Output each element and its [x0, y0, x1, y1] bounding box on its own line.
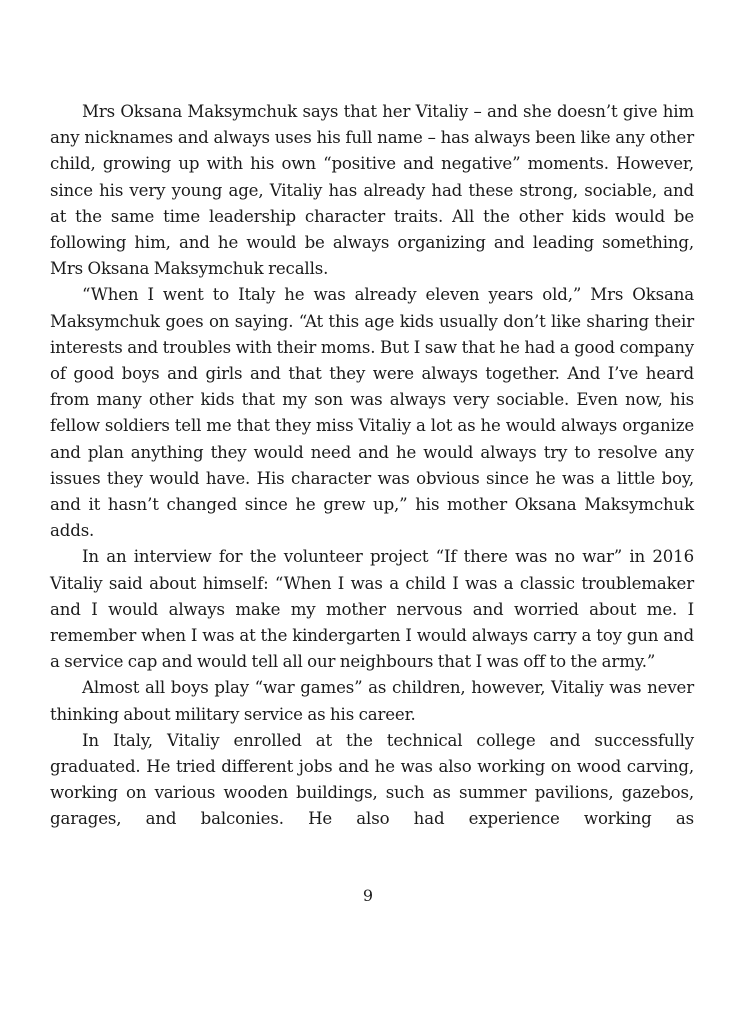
body-text [50, 99, 694, 833]
paragraph: In an interview for the volunteer project “If there was no war” in 2016 Vitaliy said about himself: “When I was a child I was a classic troublemaker and I would always make my mother nervous and worried about me. I remember when I was at the kindergarten I would always carry a toy gun and a service cap and would tell all our neighbours that I was off to the army.” [50, 547, 694, 672]
paragraph: In Italy, Vitaliy enrolled at the technical college and successfully graduated. He tried different jobs and he was also working on wood carving, working on various wooden buildings, such as summer pavilions, gazebos, garages, and balconies. He also had experience working as [50, 730, 694, 829]
paragraph: Almost all boys play “war games” as children, however, Vitaliy was never thinking about military service as his career. [50, 678, 694, 724]
paragraph: Mrs Oksana Maksymchuk says that her Vitaliy – and she doesn’t give him any nicknames and always uses his full name – has always been like any other child, growing up with his own “positive and negative” moments. However, since his very young age, Vitaliy has already had these strong, sociable, and at the same time leadership character traits. All the other kids would be following him, and he would be always organizing and leading something, Mrs Oksana Maksymchuk recalls. [50, 102, 694, 279]
page-number: 9 [362, 886, 374, 905]
paragraph: “When I went to Italy he was already eleven years old,” Mrs Oksana Maksymchuk goes on saying. “At this age kids usually don’t like sharing their interests and troubles with their moms. But I saw that he had a good company of good boys and girls and that they were always together. And I’ve heard from many other kids that my son was always very sociable. Even now, his fellow soldiers tell me that they miss Vitaliy a lot as he would always organize and plan anything they would need and he would always try to resolve any issues they would have. His character was obvious since he was a little boy, and it hasn’t changed since he grew up,” his mother Oksana Maksymchuk adds. [50, 285, 694, 541]
